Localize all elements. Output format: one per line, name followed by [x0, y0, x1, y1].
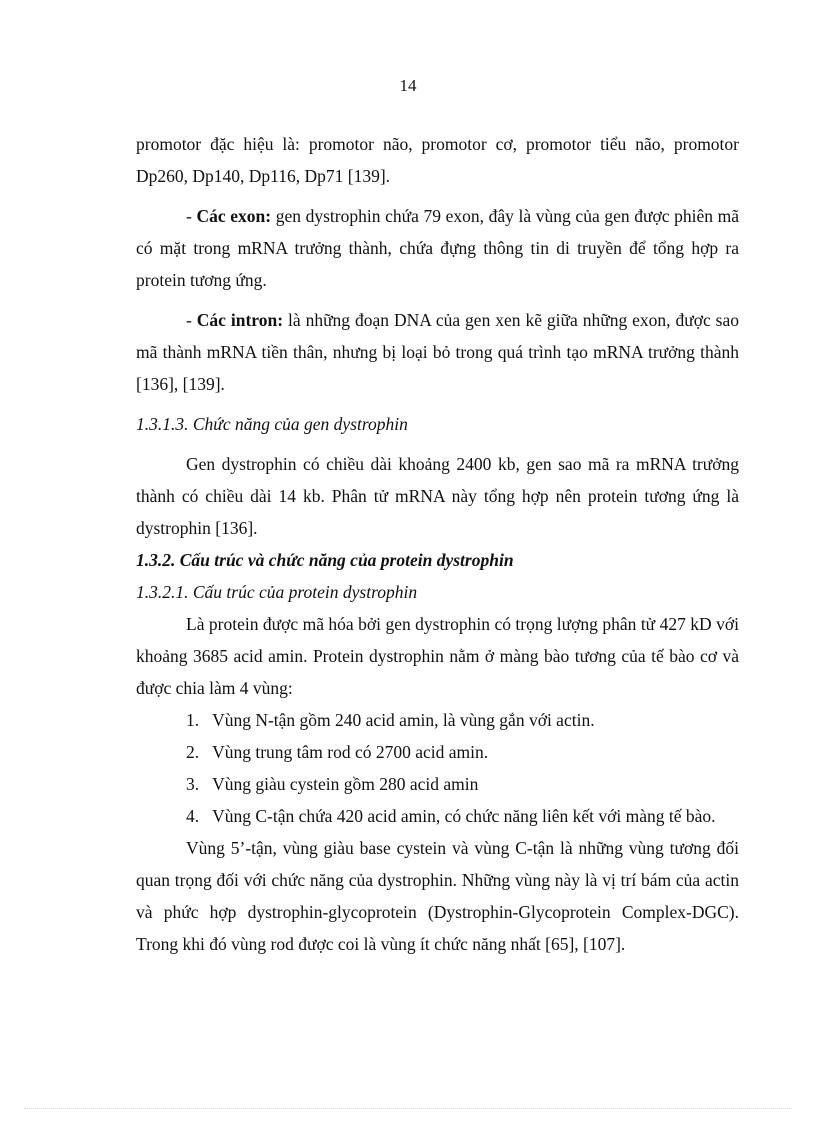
paragraph-exon	[136, 200, 739, 296]
paragraph-intron	[136, 304, 739, 400]
document-body	[136, 128, 739, 968]
list-item-number: 3.	[186, 774, 200, 794]
list-item-text: Vùng giàu cystein gồm 280 acid amin	[212, 774, 479, 794]
list-item-number: 2.	[186, 742, 200, 762]
region-list	[136, 704, 739, 832]
list-item	[136, 800, 739, 832]
list-item-text: Vùng C-tận chứa 420 acid amin, có chức năng liên kết với màng tế bào.	[212, 806, 716, 826]
list-item	[136, 736, 739, 768]
exon-dash: -	[186, 206, 197, 226]
heading-1-3-2-1: 1.3.2.1. Cấu trúc của protein dystrophin	[136, 582, 418, 602]
list-item-number: 1.	[186, 710, 200, 730]
list-item-number: 4.	[186, 806, 200, 826]
intron-text: là những đoạn DNA của gen xen kẽ giữa những exon, được sao mã thành mRNA tiền thân, nhưng bị loại bỏ trong quá trình tạo mRNA trưởng thành [136], [139].	[136, 310, 740, 394]
paragraph-important-regions: Vùng 5’-tận, vùng giàu base cystein và vùng C-tận là những vùng tương đối quan trọng đối với chức năng của dystrophin. Những vùng này là vị trí bám của actin và phức hợp dystrophin-glycoprotein (Dystrophin-Glycoprotein Complex-DGC). Trong khi đó vùng rod được coi là vùng ít chức năng nhất [65], [107].	[136, 838, 739, 954]
list-item	[136, 704, 739, 736]
page-bottom-divider	[24, 1108, 792, 1109]
intron-dash: -	[186, 310, 197, 330]
list-item-text: Vùng N-tận gồm 240 acid amin, là vùng gắn với actin.	[212, 710, 595, 730]
list-item-text: Vùng trung tâm rod có 2700 acid amin.	[212, 742, 489, 762]
exon-text: gen dystrophin chứa 79 exon, đây là vùng của gen được phiên mã có mặt trong mRNA trưởng thành, chứa đựng thông tin di truyền để tổng hợp ra protein tương ứng.	[136, 206, 740, 290]
heading-1-3-2: 1.3.2. Cấu trúc và chức năng của protein dystrophin	[136, 550, 514, 570]
page-number: 14	[399, 76, 417, 95]
heading-1-3-1-3: 1.3.1.3. Chức năng của gen dystrophin	[136, 414, 408, 434]
intron-label: Các intron:	[196, 310, 284, 330]
list-item	[136, 768, 739, 800]
paragraph-promotor: promotor đặc hiệu là: promotor não, promotor cơ, promotor tiểu não, promotor Dp260, Dp140, Dp116, Dp71 [139].	[136, 134, 739, 186]
exon-label: Các exon:	[196, 206, 272, 226]
paragraph-protein-structure: Là protein được mã hóa bởi gen dystrophin có trọng lượng phân tử 427 kD với khoảng 3685 acid amin. Protein dystrophin nằm ở màng bào tương của tế bào cơ và được chia làm 4 vùng:	[136, 614, 739, 698]
paragraph-gene-function: Gen dystrophin có chiều dài khoảng 2400 kb, gen sao mã ra mRNA trưởng thành có chiều dài 14 kb. Phân tử mRNA này tổng hợp nên protein tương ứng là dystrophin [136].	[136, 454, 739, 538]
